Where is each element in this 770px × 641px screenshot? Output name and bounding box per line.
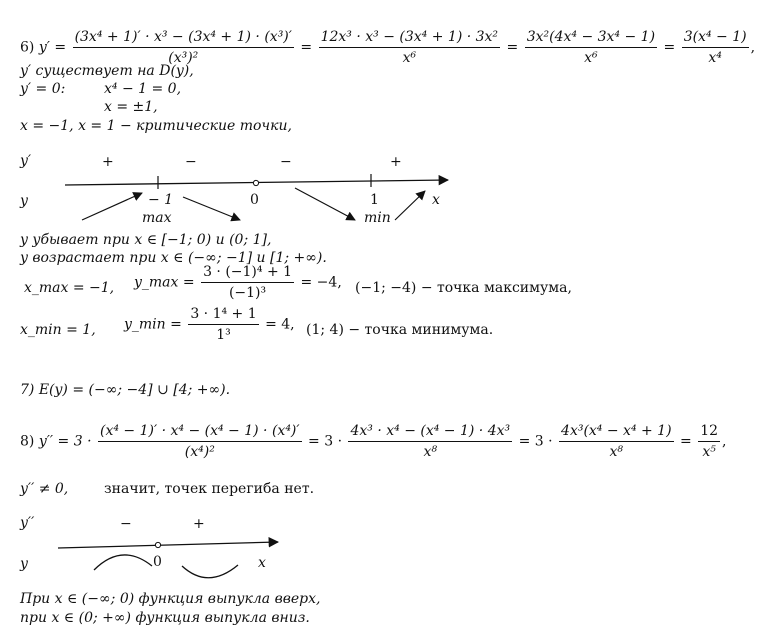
- sign2-axis: [58, 542, 278, 548]
- sign1-arrow-up-1: [82, 193, 142, 220]
- fraction-1-num: (3x⁴ + 1)′ · x³ − (3x⁴ + 1) · (x³)′: [73, 28, 294, 48]
- y-min-den: 1³: [216, 327, 231, 343]
- sd-fraction-2-den: x⁸: [423, 444, 438, 460]
- zero-equation-1: x⁴ − 1 = 0,: [104, 81, 182, 97]
- equals: =: [300, 39, 313, 56]
- sign1-tick-label-1: 1: [370, 192, 379, 208]
- convex-down-arc: [182, 565, 238, 578]
- fraction-4-num: 3(x⁴ − 1): [682, 28, 749, 48]
- equals: =: [506, 39, 519, 56]
- fraction-2-num: 12x³ · x³ − (3x⁴ + 1) · 3x²: [319, 28, 500, 48]
- sign2-axis-x-label: x: [258, 555, 266, 571]
- equals: =: [680, 433, 692, 450]
- fraction-4-den: x⁴: [708, 50, 722, 66]
- sign1-y-label: y: [20, 193, 28, 209]
- equals-three: = 3 ·: [308, 433, 343, 450]
- sign2-hole-0: [155, 542, 160, 547]
- sign1-sign-2: −: [185, 154, 197, 170]
- zero-equation-2: x = ±1,: [104, 99, 158, 115]
- sign1-min-label: min: [364, 210, 391, 226]
- zero-condition: y′ = 0:: [20, 81, 66, 97]
- derivative-exists: y′ существует на D(y),: [20, 63, 194, 79]
- decreasing-interval: y убывает при x ∈ [−1; 0) и (0; 1],: [20, 232, 272, 248]
- convex-up-arc: [94, 555, 152, 570]
- sign2-y-label: y: [20, 556, 28, 572]
- sd-fraction-3-den: x⁸: [609, 444, 624, 460]
- ypp-nonzero: y′′ ≠ 0,: [20, 481, 69, 497]
- sign1-sign-4: +: [390, 154, 402, 170]
- sd-fraction-2: [348, 422, 512, 461]
- sign1-arrow-down-1: [183, 197, 240, 220]
- sign2-sign-1: −: [120, 516, 132, 532]
- y-max-value: = −4,: [300, 274, 342, 291]
- min-point: (1; 4) − точка минимума.: [306, 322, 494, 338]
- y-max-equation: [134, 263, 342, 302]
- y-max-fraction: [201, 263, 294, 302]
- sign1-arrow-down-2: [295, 188, 355, 220]
- y-max-num: 3 · (−1)⁴ + 1: [201, 263, 294, 283]
- sd-fraction-1-num: (x⁴ − 1)′ · x⁴ − (x⁴ − 1) · (x⁴)′: [98, 422, 302, 442]
- x-min: x_min = 1,: [20, 322, 96, 338]
- fraction-3-num: 3x²(4x⁴ − 3x⁴ − 1): [525, 28, 657, 48]
- y-min-num: 3 · 1⁴ + 1: [188, 305, 258, 325]
- increasing-interval: y возрастает при x ∈ (−∞; −1] и [1; +∞).: [20, 250, 327, 266]
- y-max-den: (−1)³: [228, 285, 267, 301]
- step-label: 8): [20, 433, 35, 450]
- convex-up-interval: При x ∈ (−∞; 0) функция выпукла вверх,: [20, 591, 321, 607]
- sd-fraction-3: [559, 422, 674, 461]
- equals-three: = 3 ·: [518, 433, 553, 450]
- convex-down-interval: при x ∈ (0; +∞) функция выпукла вниз.: [20, 610, 310, 626]
- y-max-lhs: y_max =: [134, 274, 195, 291]
- y-min-fraction: [188, 305, 258, 344]
- sign1-max-label: max: [142, 210, 172, 226]
- sign2-ypp-label: y′′: [20, 515, 35, 531]
- y-min-equation: [124, 305, 295, 344]
- sd-fraction-1: [98, 422, 302, 461]
- max-point: (−1; −4) − точка максимума,: [355, 280, 572, 296]
- sign1-axis-x-label: x: [432, 192, 440, 208]
- second-derivative-equation: [20, 422, 726, 461]
- sd-fraction-3-num: 4x³(x⁴ − x⁴ + 1): [559, 422, 674, 442]
- ypp-lhs: y′′ = 3 ·: [38, 433, 92, 450]
- critical-points: x = −1, x = 1 − критические точки,: [20, 118, 292, 134]
- yprime-lhs: y′ =: [38, 39, 67, 56]
- sign1-sign-3: −: [280, 154, 292, 170]
- sign1-yprime-label: y′: [20, 153, 32, 169]
- step-label: 6): [20, 39, 35, 56]
- y-min-value: = 4,: [265, 316, 295, 333]
- sd-fraction-4-den: x⁵: [702, 444, 716, 460]
- sign2-tick-label-0: 0: [153, 554, 162, 570]
- comma: ,: [722, 433, 727, 450]
- sign1-hole-0: [253, 180, 258, 185]
- y-min-lhs: y_min =: [124, 316, 182, 333]
- sd-fraction-2-num: 4x³ · x⁴ − (x⁴ − 1) · 4x³: [348, 422, 512, 442]
- no-inflection: значит, точек перегиба нет.: [104, 481, 315, 497]
- sign1-tick-label-0: 0: [250, 192, 259, 208]
- range-of-function: 7) E(y) = (−∞; −4] ∪ [4; +∞).: [20, 382, 231, 398]
- sign2-sign-2: +: [193, 516, 205, 532]
- fraction-3-den: x⁶: [584, 50, 598, 66]
- x-max: x_max = −1,: [24, 280, 115, 296]
- sd-fraction-1-den: (x⁴)²: [184, 444, 215, 460]
- sd-fraction-4: [698, 422, 720, 461]
- sign1-tick-label-m1: − 1: [148, 192, 174, 208]
- comma: ,: [750, 39, 756, 56]
- sign1-arrow-up-2: [395, 191, 425, 220]
- equals: =: [663, 39, 676, 56]
- fraction-1-den: (x³)²: [168, 50, 199, 66]
- fraction-2-den: x⁶: [402, 50, 417, 66]
- sign1-sign-1: +: [102, 154, 114, 170]
- sd-fraction-4-num: 12: [698, 422, 720, 442]
